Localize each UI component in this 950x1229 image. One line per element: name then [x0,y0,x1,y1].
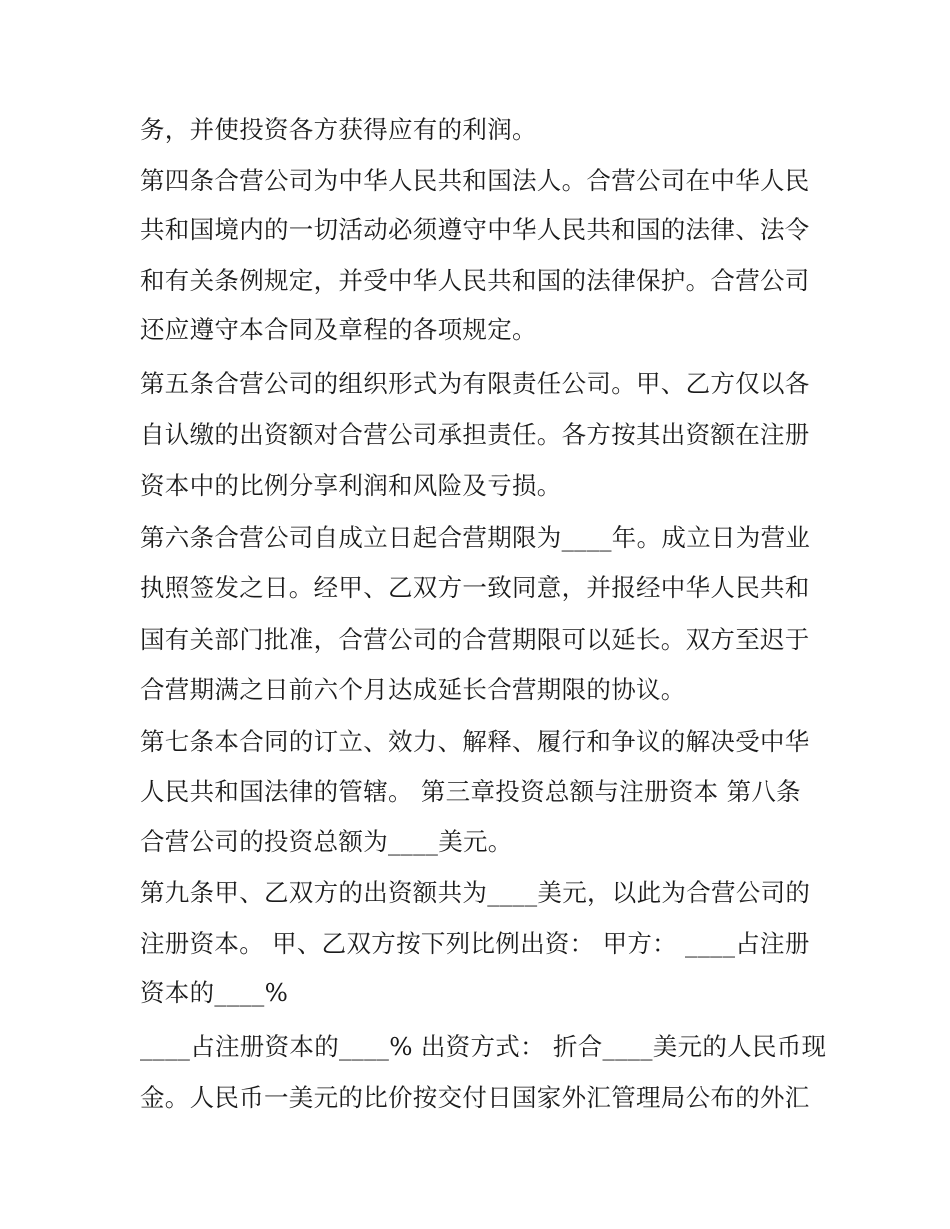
text-line: 资本的____% [140,978,289,1007]
text-line: 共和国境内的一切活动必须遵守中华人民共和国的法律、法令 [140,215,810,244]
text-line: 注册资本。 甲、乙双方按下列比例出资： 甲方： ____占注册 [140,929,810,958]
text-line: 第六条合营公司自成立日起合营期限为____年。成立日为营业 [140,523,811,552]
text-line: 执照签发之日。经甲、乙双方一致同意，并报经中华人民共和 [140,573,810,602]
text-line: 合营公司的投资总额为____美元。 [140,827,513,856]
text-line: 自认缴的出资额对合营公司承担责任。各方按其出资额在注册 [140,420,810,449]
text-line: ____占注册资本的____% 出资方式： 折合____美元的人民币现 [140,1032,827,1061]
text-line: 人民共和国法律的管辖。 第三章投资总额与注册资本 第八条 [140,777,801,806]
text-line: 国有关部门批准，合营公司的合营期限可以延长。双方至迟于 [140,625,810,654]
text-line: 金。人民币一美元的比价按交付日国家外汇管理局公布的外汇 [140,1083,810,1112]
text-line: 和有关条例规定，并受中华人民共和国的法律保护。合营公司 [140,266,810,295]
text-line: 第五条合营公司的组织形式为有限责任公司。甲、乙方仅以各 [140,369,810,398]
text-line: 还应遵守本合同及章程的各项规定。 [140,315,537,344]
text-line: 合营期满之日前六个月达成延长合营期限的协议。 [140,675,686,704]
text-line: 第四条合营公司为中华人民共和国法人。合营公司在中华人民 [140,166,810,195]
text-line: 第七条本合同的订立、效力、解释、履行和争议的解决受中华 [140,727,810,756]
text-line: 第九条甲、乙双方的出资额共为____美元，以此为合营公司的 [140,878,811,907]
text-line: 资本中的比例分享利润和风险及亏损。 [140,471,562,500]
text-line: 务，并使投资各方获得应有的利润。 [140,115,537,144]
